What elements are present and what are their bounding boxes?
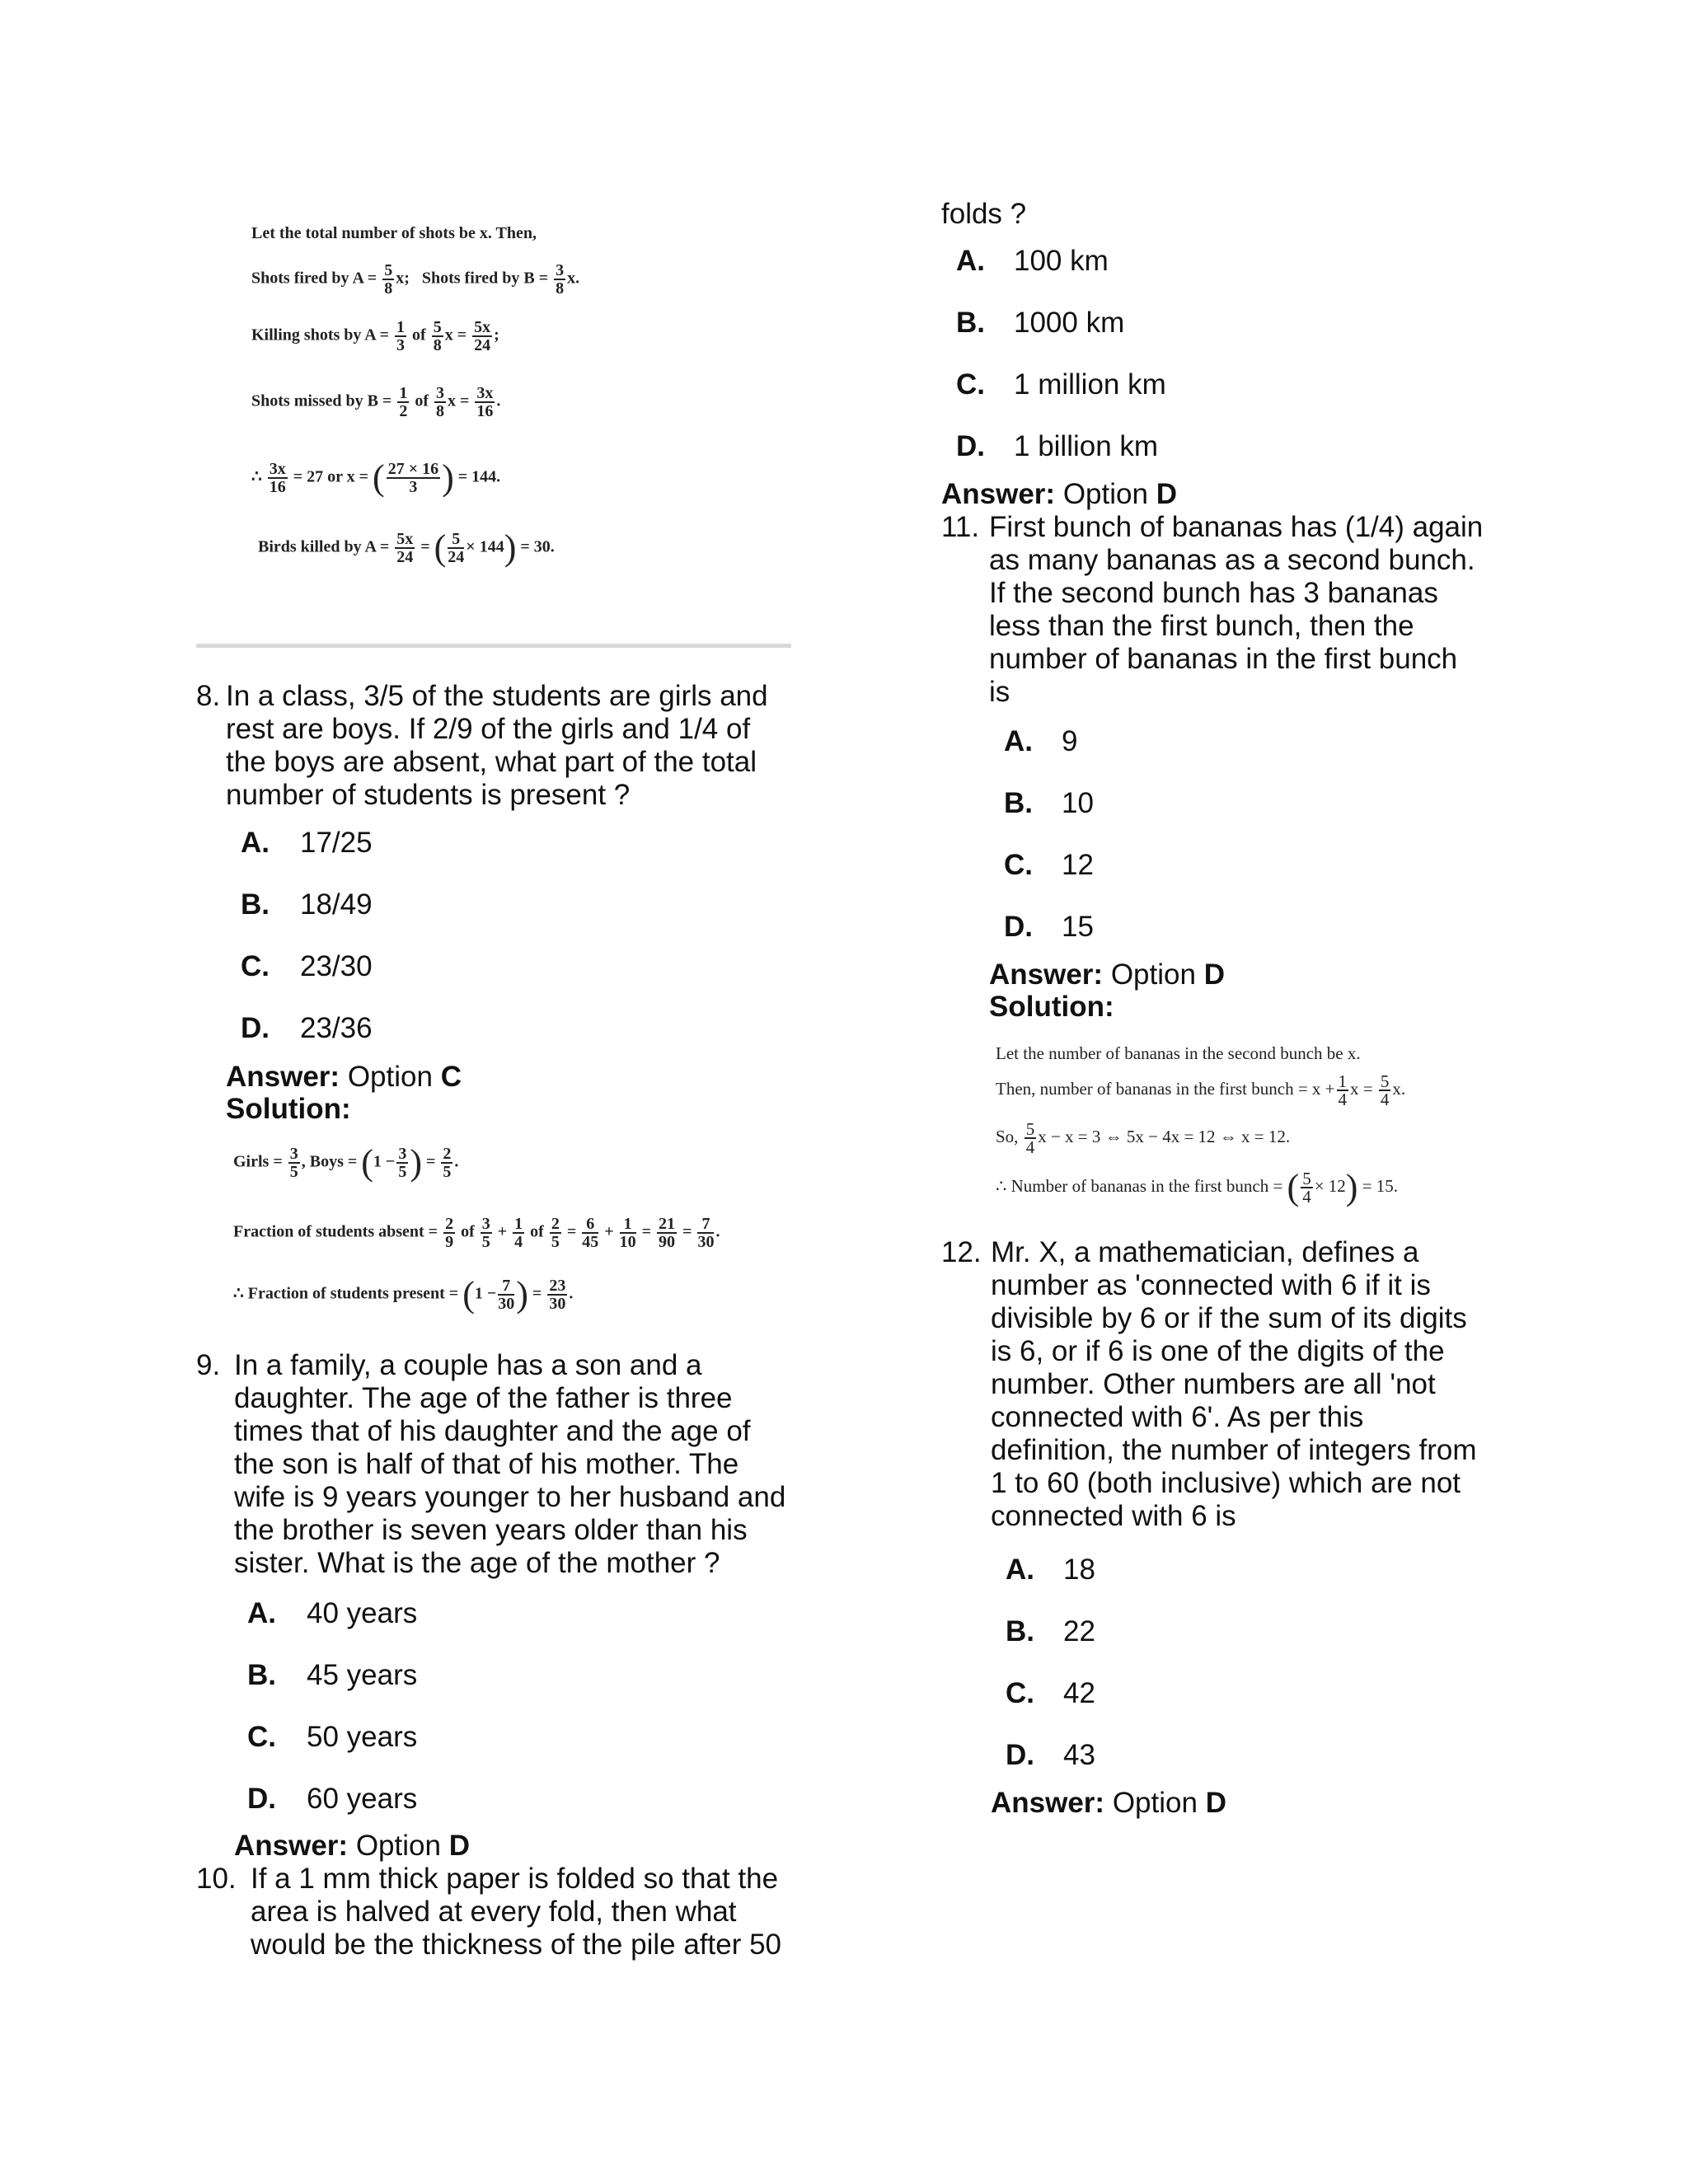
sol8-line3: ∴ Fraction of students present = (1 − $\frac{7}{30}$ ) = $\frac{23}{30}$ .	[233, 1274, 574, 1315]
question-text: Mr. X, a mathematician, defines a number as 'connected with 6 if it is divisible by 6 or if the sum of its digits is 6, or if 6 is one of the digits of the number. Other numbers are all 'not connected with 6'. As per this definition, the number of integers from 1 to 60 (both inclusive) which are not connected with 6 is	[991, 1236, 1477, 1532]
question-number: 10.	[196, 1863, 237, 1895]
sol7-line3: Killing shots by A = $\frac{1}{3}$ of $\frac{5}{8}$ x = $\frac{5x}{24}$ ;	[251, 318, 499, 354]
question-11	[941, 511, 1485, 709]
sol11-line4: ∴ Number of bananas in the first bunch = ( $\frac{5}{4}$ × 12) = 15.	[996, 1167, 1399, 1207]
sol7-line1: Let the total number of shots be x. Then,	[251, 224, 537, 242]
question-8	[196, 680, 798, 812]
sol11-line2: Then, number of bananas in the first bunch = x + $\frac{1}{4}$ x = $\frac{5}{4}$ x.	[996, 1071, 1406, 1109]
q8-solution-label: Solution:	[226, 1093, 351, 1125]
question-text: In a class, 3/5 of the students are girls and rest are boys. If 2/9 of the girls and 1/4 of the boys are absent, what part of the total number of students is present ?	[226, 680, 768, 811]
question-number: 9.	[196, 1349, 221, 1381]
question-text: If a 1 mm thick paper is folded so that the area is halved at every fold, then what would be the thickness of the pile after 50	[251, 1863, 782, 1961]
q12-answer: Answer: Option D	[991, 1787, 1226, 1819]
question-text: First bunch of bananas has (1/4) again as many bananas as a second bunch. If the second bunch has 3 bananas less than the first bunch, then the number of bananas in the first bunch is	[989, 511, 1484, 708]
question-number: 12.	[941, 1236, 982, 1268]
sol7-line5: ∴ $\frac{3x}{16}$ = 27 or x = ( $\frac{27 \times 16}{3}$ ) = 144.	[251, 457, 501, 498]
question-number: 8.	[196, 680, 221, 712]
q10-answer: Answer: Option D	[941, 478, 1177, 510]
q8-answer: Answer: Option C	[226, 1061, 462, 1093]
question-number: 11.	[941, 511, 980, 543]
question-10	[196, 1863, 798, 1961]
question-text: In a family, a couple has a son and a daughter. The age of the father is three times that of his daughter and the age of the son is half of that of his mother. The wife is 9 years younger to her husband and the brother is seven years older than his sister. What is the age of the mother ?	[234, 1349, 786, 1579]
q9-answer: Answer: Option D	[234, 1830, 470, 1862]
section-divider	[196, 644, 791, 648]
sol7-line6: Birds killed by A = $\frac{5x}{24}$ = ( $\frac{5}{24}$ × 144) = 30.	[258, 527, 555, 568]
question-10-continued: folds ?	[941, 198, 1027, 230]
question-12	[941, 1236, 1487, 1533]
sol8-line2: Fraction of students absent = $\frac{2}{9}$ of $\frac{3}{5}$ + $\frac{1}{4}$ of $\frac{2}{5}$ = $\frac{6}{45}$ + $\frac{1}{10}$ = $\frac{21}{90}$ = $\frac{7}{30}$ .	[233, 1215, 720, 1251]
q11-solution-label: Solution:	[989, 991, 1114, 1023]
sol7-line4: Shots missed by B = $\frac{1}{2}$ of $\frac{3}{8}$ x = $\frac{3x}{16}$ .	[251, 384, 501, 420]
q11-answer: Answer: Option D	[989, 958, 1225, 991]
sol11-line1: Let the number of bananas in the second bunch be x.	[996, 1043, 1361, 1063]
sol11-line3: So, $\frac{5}{4}$ x − x = 3 ⇔ 5x − 4x = 12 ⇔ x = 12.	[996, 1119, 1291, 1157]
question-9	[196, 1349, 798, 1580]
sol7-line2: Shots fired by A = $\frac{5}{8}$ x; Shots fired by B = $\frac{3}{8}$ x.	[251, 261, 580, 298]
sol8-line1: Girls = $\frac{3}{5}$ , Boys = (1 − $\frac{3}{5}$ ) = $\frac{2}{5}$ .	[233, 1142, 459, 1183]
